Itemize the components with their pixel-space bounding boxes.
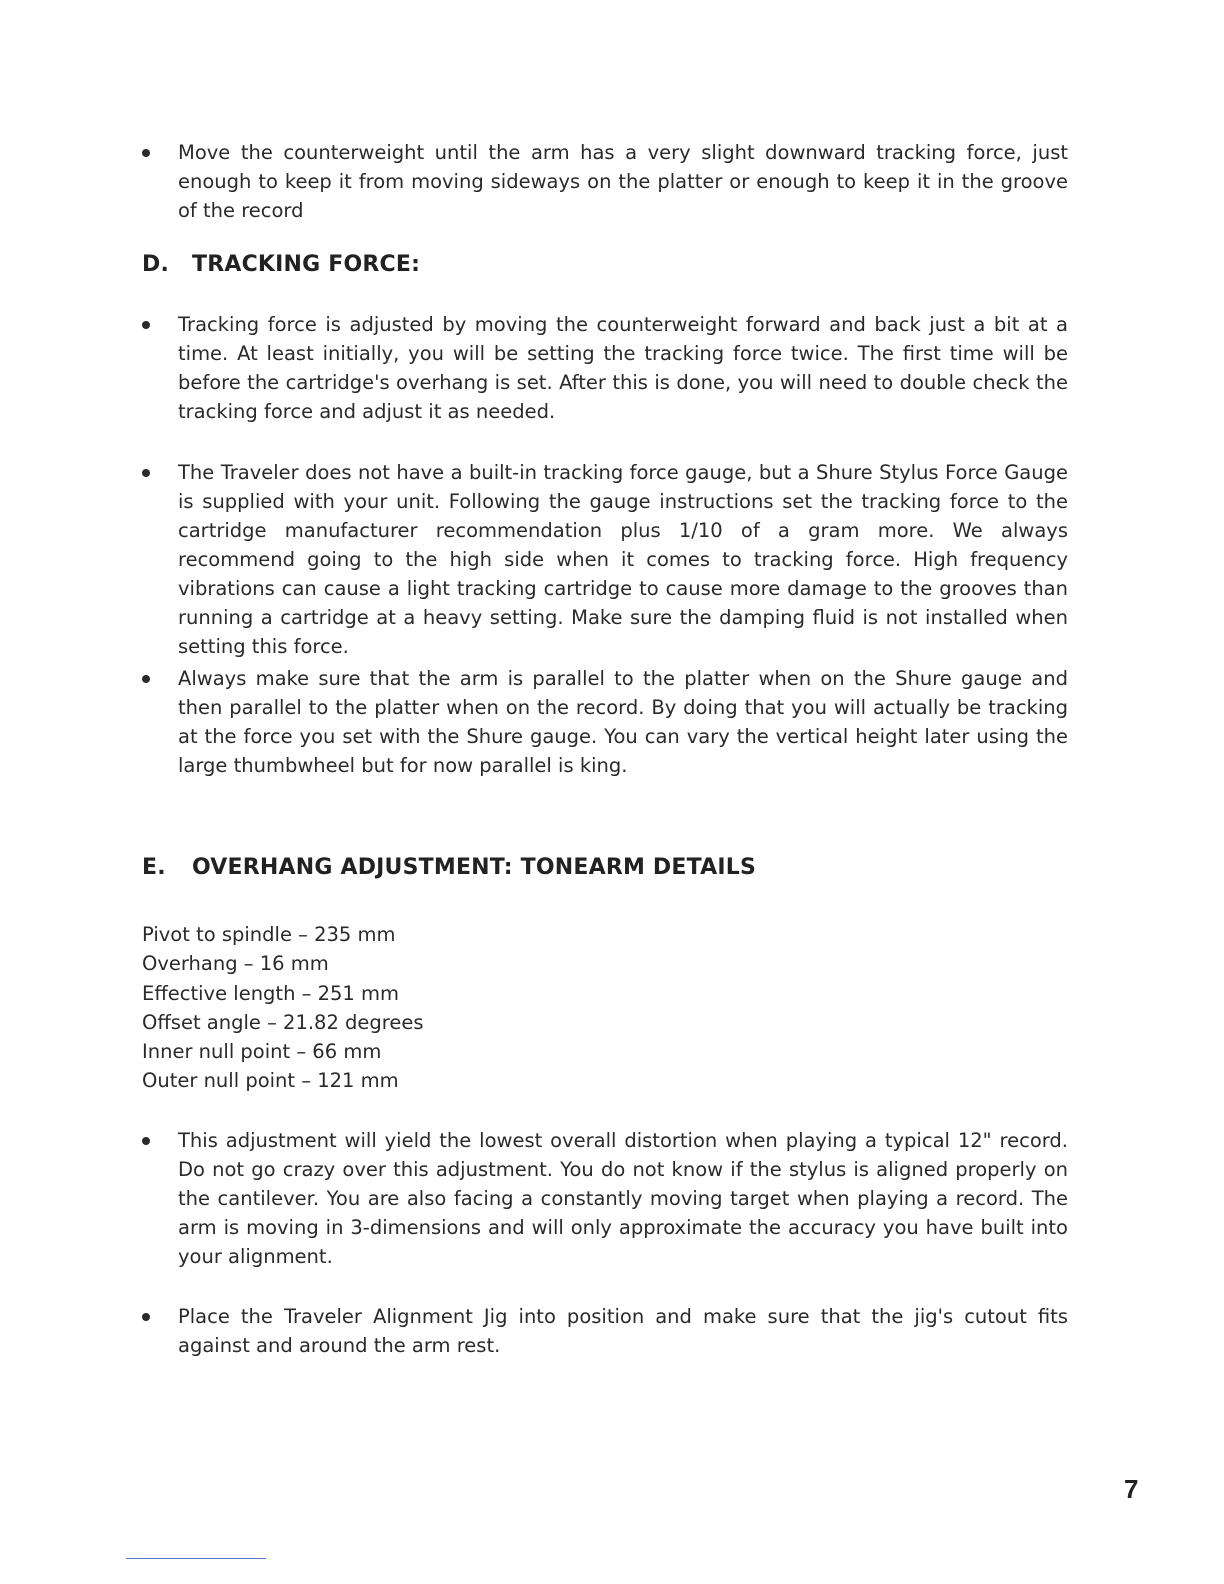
bullet-item [142,1302,1068,1360]
section-heading-e [142,855,756,880]
bullet-text: Tracking force is adjusted by moving the counterweight forward and back just a bit at a time. At least initially, you will be setting the tracking force twice. The first time will be before the cartridge's overhang is set. After this is done, you will need to double check the tracking force and adjust it as needed. [178,313,1068,423]
bullet-text: Always make sure that the arm is parallel to the platter when on the Shure gauge and then parallel to the platter when on the record. By doing that you will actually be tracking at the force you set with the Shure gauge. You can vary the vertical height later using the large thumbwheel but for now parallel is king. [178,667,1068,777]
bullet-dot [142,469,150,477]
bullet-text: This adjustment will yield the lowest overall distortion when playing a typical 12" record. Do not go crazy over this adjustment. You do not know if the stylus is aligned properly on the cantilever. You are also facing a constantly moving target when playing a record. The arm is moving in 3-dimensions and will only approximate the accuracy you have built into your alignment. [178,1129,1068,1268]
bullet-dot [142,149,150,157]
spec-line: Pivot to spindle – 235 mm [142,923,396,946]
bullet-dot [142,675,150,683]
bullet-dot [142,1313,150,1321]
section-letter: D. [142,252,170,277]
bullet-text: Place the Traveler Alignment Jig into position and make sure that the jig's cutout fits against and around the arm rest. [178,1305,1068,1357]
section-title: OVERHANG ADJUSTMENT: TONEARM DETAILS [192,855,756,880]
spec-line: Inner null point – 66 mm [142,1040,382,1064]
bullet-item [142,458,1068,661]
spec-line: Offset angle – 21.82 degrees [142,1010,424,1034]
section-heading-d [142,252,420,277]
spec-line: Effective length – 251 mm [142,981,399,1005]
section-letter: E. [142,855,166,880]
page-number: 7 [1124,1474,1139,1504]
footer-rule [126,1558,266,1559]
tonearm-specs [142,920,424,1096]
bullet-dot [142,321,150,329]
bullet-text: Move the counterweight until the arm has a very slight downward tracking force, just enough to keep it from moving sideways on the platter or enough to keep it in the groove of the record [178,141,1068,222]
bullet-item [142,1126,1068,1271]
spec-line: Overhang – 16 mm [142,952,329,976]
bullet-item [142,310,1068,426]
bullet-item [142,664,1068,780]
bullet-text: The Traveler does not have a built-in tracking force gauge, but a Shure Stylus Force Gauge is supplied with your unit. Following the gauge instructions set the tracking force to the cartridge manufacturer recommendation plus 1/10 of a gram more. We always recommend going to the high side when it comes to tracking force. High frequency vibrations can cause a light tracking cartridge to cause more damage to the grooves than running a cartridge at a heavy setting. Make sure the damping fluid is not installed when setting this force. [178,461,1068,658]
bullet-dot [142,1137,150,1145]
section-title: TRACKING FORCE: [192,252,421,277]
bullet-item [142,138,1068,225]
spec-line: Outer null point – 121 mm [142,1069,399,1093]
